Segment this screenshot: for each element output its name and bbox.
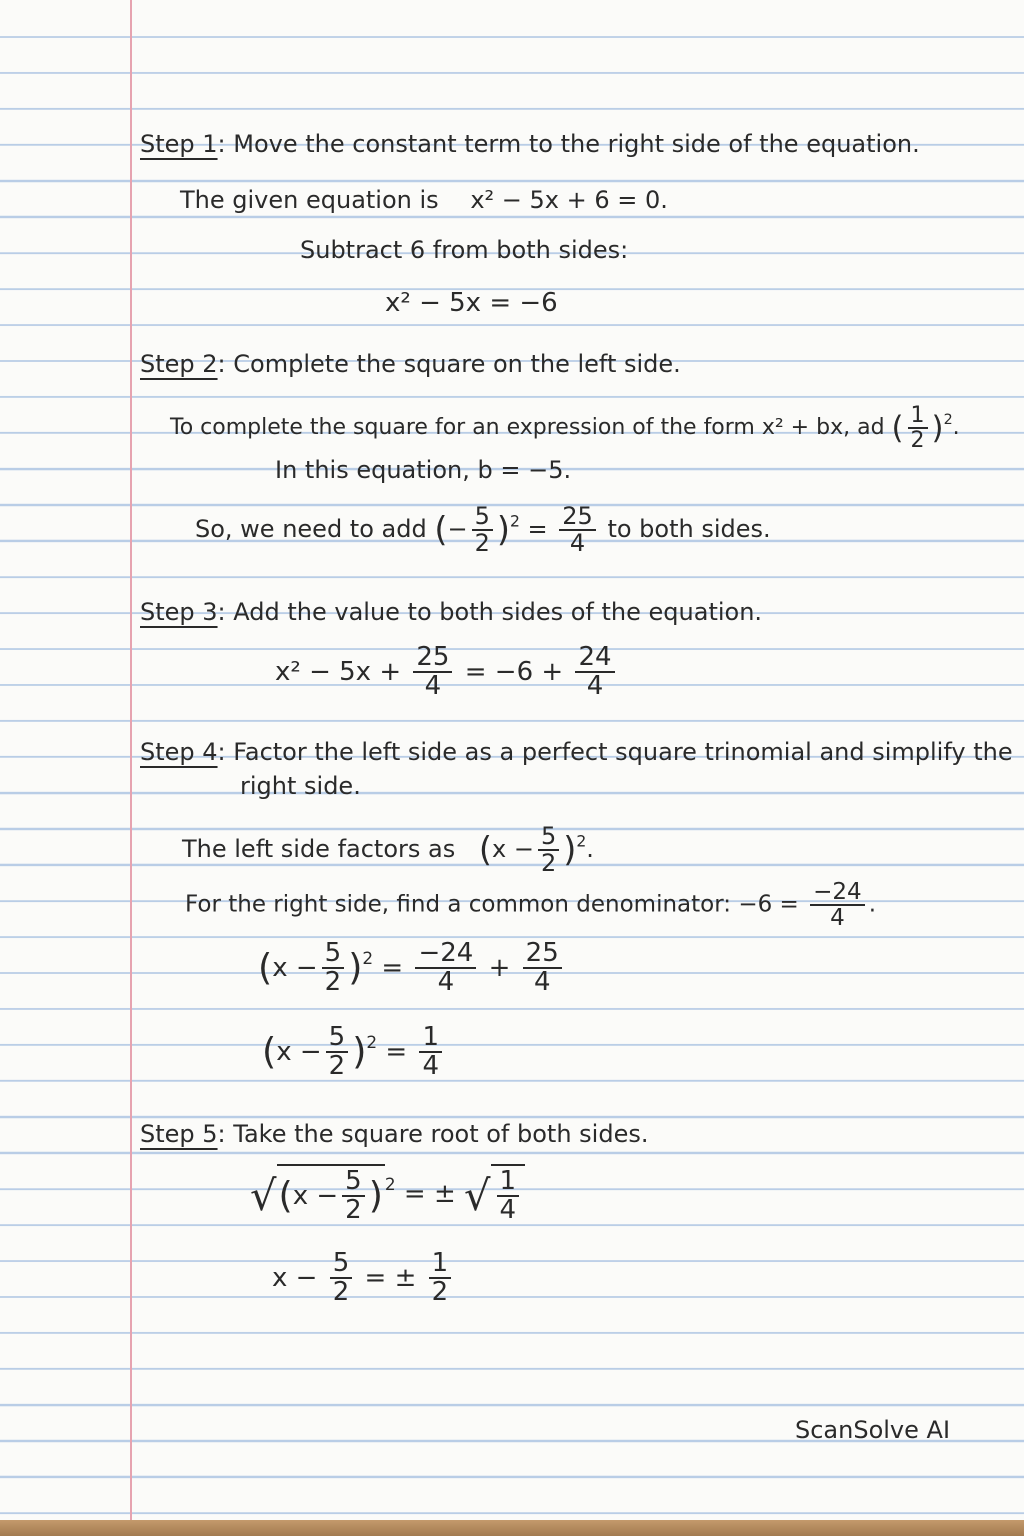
step4-line1-fraction: $\frac{5}{2}$: [538, 824, 559, 876]
step2-line1-text: To complete the square for an expression of the form x² + bx, ad: [170, 415, 885, 441]
step4-title: : Factor the left side as a perfect square trinomial and simplify the: [217, 738, 1013, 766]
step2-result-fraction: $\frac{25}{4}$: [559, 504, 596, 556]
step4-line2: For the right side, find a common denominator: −6 = $\frac{-24}{4}$ .: [185, 879, 876, 932]
step2-half-b-fraction: $\frac{5}{2}$: [472, 504, 493, 556]
step3-heading: [140, 598, 762, 627]
step4-equationB: (x − $\frac{5}{2}$ )$^2$ = $\frac{1}{4}$: [262, 1024, 446, 1081]
step5-equationA: √(x − $\frac{5}{2}$ ) $^2$ = ± √ $\frac{1}{4}$: [250, 1164, 525, 1225]
step3-equation: x² − 5x + $\frac{25}{4}$ = −6 + $\frac{24}{4}$: [275, 644, 619, 701]
sqrt-right-icon: √ $\frac{1}{4}$: [464, 1164, 525, 1225]
step2-label: Step 2: [140, 350, 218, 378]
desk-surface: [0, 1520, 1024, 1536]
step5-heading: [140, 1120, 648, 1149]
step3-title: : Add the value to both sides of the equation.: [217, 598, 763, 626]
step1-equation: x² − 5x + 6 = 0.: [470, 186, 668, 214]
step2-heading: [140, 350, 681, 379]
step2-b-half-fraction: $\frac{1}{2}$: [908, 404, 928, 452]
step1-heading: [140, 130, 920, 159]
step4-label: Step 4: [140, 738, 218, 766]
step3-fraction1: $\frac{25}{4}$: [413, 644, 452, 701]
step1-line2: Subtract 6 from both sides:: [300, 236, 629, 264]
step2-line3-text: So, we need to add: [195, 515, 427, 544]
step2-line2: In this equation, b = −5.: [275, 456, 572, 484]
step2-line3: So, we need to add (− $\frac{5}{2}$ )$^2$ = $\frac{25}{4}$ to both sides.: [195, 502, 771, 558]
step1-equation2: x² − 5x = −6: [385, 288, 558, 318]
step4-equationA: (x − $\frac{5}{2}$ )$^2$ = $\frac{-24}{4}$ + $\frac{25}{4}$: [258, 940, 566, 997]
step1-line1: [180, 186, 668, 215]
step4-common-denominator-fraction: $\frac{-24}{4}$: [810, 880, 865, 930]
sqrt-left-icon: √(x − $\frac{5}{2}$ ): [250, 1166, 383, 1226]
step4-eqB-fraction: $\frac{1}{4}$: [419, 1024, 442, 1081]
brand-watermark: ScanSolve AI: [795, 1416, 951, 1444]
step5-five-halves-fraction: $\frac{5}{2}$: [330, 1250, 353, 1307]
margin-line: [130, 0, 132, 1520]
step3-fraction2: $\frac{24}{4}$: [575, 644, 614, 701]
step1-title: : Move the constant term to the right side of the equation.: [217, 130, 920, 158]
step4-eqA-fraction1: $\frac{-24}{4}$: [415, 940, 476, 997]
step4-line1: The left side factors as (x − $\frac{5}{2}$ )$^2$.: [182, 822, 594, 878]
step2-title: : Complete the square on the left side.: [217, 350, 681, 378]
step5-equationB: x − $\frac{5}{2}$ = ± $\frac{1}{2}$: [272, 1250, 455, 1307]
step1-label: Step 1: [140, 130, 218, 158]
step1-line1-text: The given equation is: [180, 186, 439, 214]
step2-line1: To complete the square for an expression of the form x² + bx, ad ( $\frac{1}{2}$ )$^2$.: [170, 403, 960, 454]
step3-label: Step 3: [140, 598, 218, 626]
step4-eqA-fraction2: $\frac{25}{4}$: [523, 940, 562, 997]
step4-heading: [140, 738, 1013, 767]
step5-label: Step 5: [140, 1120, 218, 1148]
step5-result-fraction: $\frac{1}{2}$: [429, 1250, 452, 1307]
step2-line3-tail: to both sides.: [607, 515, 771, 544]
step4-title-continued: right side.: [240, 772, 361, 800]
step5-title: : Take the square root of both sides.: [217, 1120, 649, 1148]
